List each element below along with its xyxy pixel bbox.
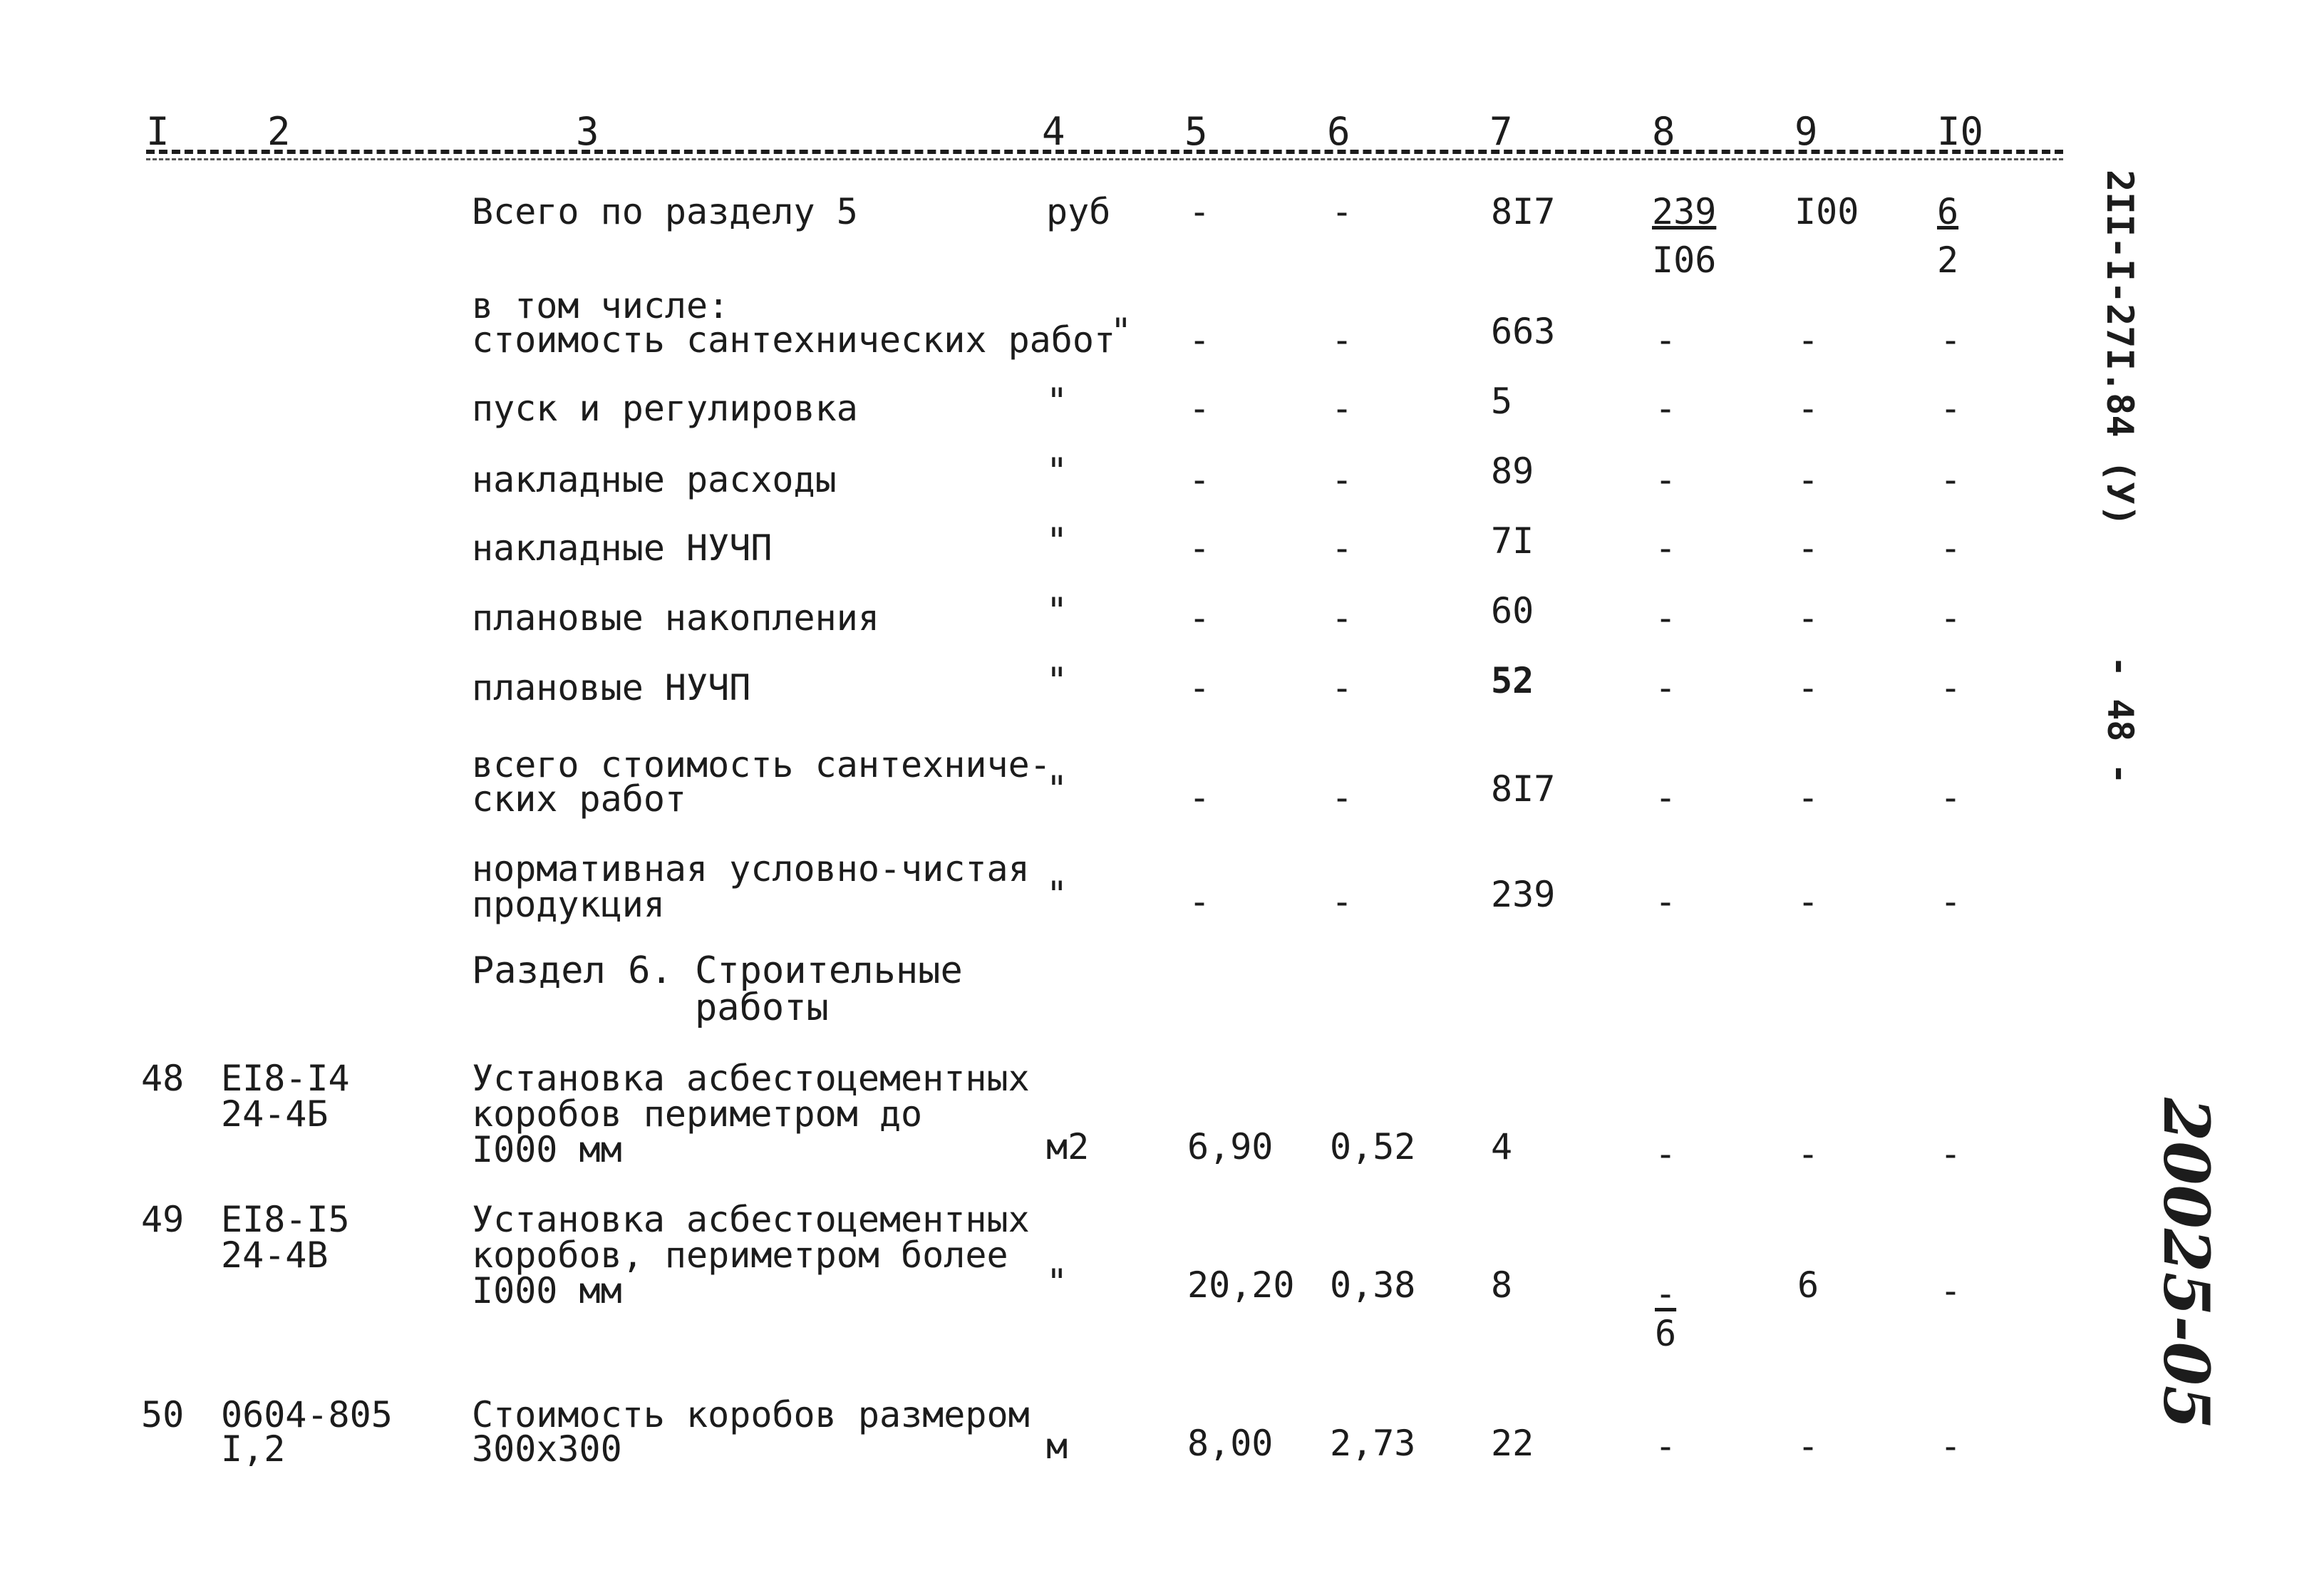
row-col10: -: [1940, 527, 1962, 569]
row-col5: -: [1189, 777, 1211, 818]
item-col9: -: [1797, 1133, 1819, 1175]
row-label: плановые накопления: [472, 597, 879, 639]
row-col5: -: [1189, 881, 1211, 922]
item-number: 49: [141, 1199, 185, 1240]
row-col9: -: [1797, 527, 1819, 569]
total-col10-bottom: 2: [1937, 239, 1959, 281]
section-title-line1: Раздел 6. Строительные: [472, 949, 963, 992]
row-col5: -: [1189, 459, 1211, 500]
row-col7: 663: [1491, 311, 1556, 352]
row-col8: -: [1655, 597, 1677, 639]
item-col10: -: [1940, 1270, 1962, 1311]
item-col8-top: -: [1655, 1273, 1677, 1314]
total-col7: 8I7: [1491, 191, 1556, 232]
row-col6: -: [1331, 527, 1353, 569]
total-col5: -: [1189, 191, 1211, 232]
row-col8: -: [1655, 527, 1677, 569]
including-label: в том числе:: [472, 285, 730, 326]
row-label-line2: ских работ: [472, 778, 687, 820]
row-col6: -: [1331, 881, 1353, 922]
item-col5: 20,20: [1187, 1264, 1295, 1306]
row-col6: -: [1331, 459, 1353, 500]
total-col9: I00: [1794, 191, 1859, 232]
item-number: 48: [141, 1058, 185, 1099]
row-col10: -: [1940, 667, 1962, 708]
item-code-line1: 0604-805: [221, 1394, 393, 1435]
col-header-8: 8: [1652, 109, 1675, 154]
total-col10-top: 6: [1937, 191, 1959, 232]
col-header-3: 3: [576, 109, 599, 154]
row-col6: -: [1331, 597, 1353, 639]
row-col7: 89: [1491, 450, 1534, 492]
col-header-10: I0: [1937, 109, 1984, 154]
item-col6: 0,38: [1330, 1264, 1416, 1306]
item-col8-bottom: 6: [1655, 1313, 1677, 1354]
col-header-6: 6: [1327, 109, 1350, 154]
header-divider: [146, 150, 2063, 154]
item-col8: -: [1655, 1425, 1677, 1467]
row-col9: -: [1797, 597, 1819, 639]
item-code-line1: EI8-I4: [221, 1058, 350, 1099]
row-col5: -: [1189, 527, 1211, 569]
item-desc-line1: Установка асбестоцементных: [472, 1058, 1030, 1099]
item-desc-line2: 300х300: [472, 1428, 622, 1470]
row-col9: -: [1797, 667, 1819, 708]
row-col7: 239: [1491, 874, 1556, 915]
row-col10: -: [1940, 319, 1962, 361]
row-col7: 8I7: [1491, 768, 1556, 810]
item-col8: -: [1655, 1133, 1677, 1175]
page-number-vertical: - 48 -: [2100, 656, 2141, 785]
col-header-4: 4: [1042, 109, 1065, 154]
item-code-line2: 24-4Б: [221, 1093, 329, 1135]
item-col9: 6: [1797, 1264, 1819, 1306]
item-desc-line1: Стоимость коробов размером: [472, 1394, 1030, 1435]
row-col10: -: [1940, 459, 1962, 500]
row-col9: -: [1797, 388, 1819, 429]
item-unit: м: [1046, 1425, 1068, 1467]
archive-stamp-number: 20025-05: [2149, 1098, 2224, 1430]
row-col6: -: [1331, 319, 1353, 361]
item-unit: ": [1046, 1262, 1068, 1303]
row-col7: 5: [1491, 381, 1513, 422]
row-col8: -: [1655, 459, 1677, 500]
total-label: Всего по разделу 5: [472, 191, 858, 232]
row-col8: -: [1655, 777, 1677, 818]
item-col5: 8,00: [1187, 1423, 1274, 1464]
col-header-1: I: [146, 109, 170, 154]
row-label-line1: всего стоимость сантехниче-: [472, 744, 1051, 785]
row-col10: -: [1940, 881, 1962, 922]
item-desc-line3: I000 мм: [472, 1270, 622, 1311]
col-header-9: 9: [1794, 109, 1818, 154]
item-col7: 4: [1491, 1126, 1513, 1167]
row-col7: 52: [1491, 660, 1534, 701]
row-col9: -: [1797, 881, 1819, 922]
item-unit: м2: [1046, 1126, 1090, 1167]
item-col9: -: [1797, 1425, 1819, 1467]
section-title-line2: работы: [695, 986, 829, 1029]
item-desc-line1: Установка асбестоцементных: [472, 1199, 1030, 1240]
row-col5: -: [1189, 388, 1211, 429]
total-unit: руб: [1046, 191, 1111, 232]
row-col6: -: [1331, 388, 1353, 429]
item-desc-line2: коробов периметром до: [472, 1093, 923, 1135]
row-col10: -: [1940, 388, 1962, 429]
row-col8: -: [1655, 319, 1677, 361]
row-label: стоимость сантехнических работ: [472, 319, 1116, 361]
row-unit: ": [1046, 590, 1068, 631]
row-unit: ": [1046, 874, 1068, 915]
row-label-line1: нормативная условно-чистая: [472, 848, 1030, 890]
row-label: накладные НУЧП: [472, 527, 773, 569]
row-col5: -: [1189, 319, 1211, 361]
item-code-line2: 24-4В: [221, 1234, 329, 1276]
total-col8-top: 239: [1652, 191, 1717, 232]
row-col10: -: [1940, 777, 1962, 818]
row-col9: -: [1797, 459, 1819, 500]
row-unit: ": [1110, 311, 1132, 352]
row-col5: -: [1189, 597, 1211, 639]
row-label: пуск и регулировка: [472, 388, 858, 429]
row-label-line2: продукция: [472, 884, 665, 925]
row-col9: -: [1797, 777, 1819, 818]
row-unit: ": [1046, 520, 1068, 562]
item-number: 50: [141, 1394, 185, 1435]
item-col5: 6,90: [1187, 1126, 1274, 1167]
item-code-line1: EI8-I5: [221, 1199, 350, 1240]
row-col10: -: [1940, 597, 1962, 639]
col-header-7: 7: [1489, 109, 1513, 154]
header-divider-shadow: [146, 158, 2063, 160]
row-col7: 60: [1491, 590, 1534, 631]
row-label: накладные расходы: [472, 459, 837, 500]
item-col6: 2,73: [1330, 1423, 1416, 1464]
col-header-5: 5: [1184, 109, 1208, 154]
row-col5: -: [1189, 667, 1211, 708]
row-unit: ": [1046, 450, 1068, 492]
total-col8-bottom: I06: [1652, 239, 1717, 281]
item-col6: 0,52: [1330, 1126, 1416, 1167]
item-col7: 22: [1491, 1423, 1534, 1464]
row-col6: -: [1331, 777, 1353, 818]
row-col8: -: [1655, 388, 1677, 429]
total-col6: -: [1331, 191, 1353, 232]
document-code-vertical: 2II-I-27I.84 (У): [2098, 170, 2141, 527]
row-unit: ": [1046, 768, 1068, 810]
row-col9: -: [1797, 319, 1819, 361]
row-col6: -: [1331, 667, 1353, 708]
item-desc-line3: I000 мм: [472, 1129, 622, 1170]
item-desc-line2: коробов, периметром более: [472, 1234, 1008, 1276]
row-col7: 7I: [1491, 520, 1534, 562]
item-code-line2: I,2: [221, 1428, 286, 1470]
item-col7: 8: [1491, 1264, 1513, 1306]
col-header-2: 2: [267, 109, 291, 154]
item-col10: -: [1940, 1425, 1962, 1467]
row-unit: ": [1046, 660, 1068, 701]
row-col8: -: [1655, 667, 1677, 708]
row-unit: ": [1046, 381, 1068, 422]
item-col10: -: [1940, 1133, 1962, 1175]
row-label: плановые НУЧП: [472, 667, 751, 708]
row-col8: -: [1655, 881, 1677, 922]
